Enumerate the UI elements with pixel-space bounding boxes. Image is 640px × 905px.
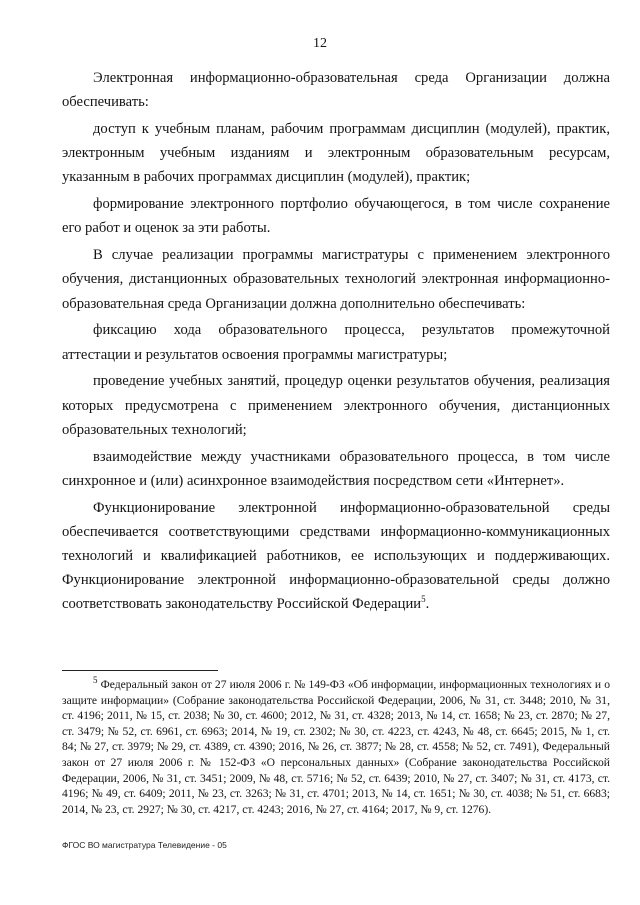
footnote-marker: 5 xyxy=(93,675,98,686)
footnote-separator xyxy=(62,670,218,671)
paragraph-8-end: . xyxy=(425,596,430,613)
paragraph-2: доступ к учебным планам, рабочим программам дисциплин (модулей), практик, электронным учебным изданиям и электронным образовательным ресурсам, указанным в рабочих программах дисциплин (модулей), практик; xyxy=(62,121,610,186)
paragraph-4: В случае реализации программы магистратуры с применением электронного обучения, дистанционных образовательных технологий электронная информационно-образовательная среда Организации должна дополнительно обеспечивать: xyxy=(62,247,610,312)
footer-label: ФГОС ВО магистратура Телевидение - 05 xyxy=(62,840,227,850)
footnote-reference[interactable]: 5 xyxy=(421,594,426,605)
footnote xyxy=(62,677,610,817)
page-number: 12 xyxy=(313,36,327,51)
footnote-text: Федеральный закон от 27 июля 2006 г. № 149-ФЗ «Об информации, информационных технологиях и о защите информации» (Собрание законодательства Российской Федерации, 2006, № 31, ст. 3448; 2010, № 31, ст. 4196; 2011, № 15, ст. 2038; № 30, ст. 4600; 2012, № 31, ст. 4328; 2013, № 14, ст. 1658; № 23, ст. 2870; № 27, ст. 3479; № 52, ст. 6961, ст. 6963; 2014, № 19, ст. 2302; № 30, ст. 4223, ст. 4243, № 48, ст. 6645; 2015, № 1, ст. 84; № 27, ст. 3979; № 29, ст. 4389, ст. 4390; 2016, № 26, ст. 3877; № 28, ст. 4558; № 52, ст. 7491), Федеральный закон от 27 июля 2006 г. № 152-ФЗ «О персональных данных» (Собрание законодательства Российской Федерации, 2006, № 31, ст. 3451; 2009, № 48, ст. 5716; № 52, ст. 6439; 2010, № 27, ст. 3407; № 31, ст. 4173, ст. 4196; № 49, ст. 6409; 2011, № 23, ст. 3263; № 31, ст. 4701; 2013, № 14, ст. 1651; № 30, ст. 4038; № 51, ст. 6683; 2014, № 23, ст. 2927; № 30, ст. 4217, ст. 4243; 2016, № 27, ст. 4164; 2017, № 9, ст. 1276). xyxy=(62,678,610,816)
footnote-5 xyxy=(62,677,610,817)
main-text xyxy=(62,66,610,619)
paragraph-5: фиксацию хода образовательного процесса, результатов промежуточной аттестации и результатов освоения программы магистратуры; xyxy=(62,322,610,363)
paragraph-8 xyxy=(62,496,610,617)
paragraph-1: Электронная информационно-образовательная среда Организации должна обеспечивать: xyxy=(62,70,610,111)
paragraph-8-text: Функционирование электронной информационно-образовательной среды обеспечивается соответствующими средствами информационно-коммуникационных технологий и квалификацией работников, ее использующих и поддерживающих. Функционирование электронной информационно-образовательной среды должно соответствовать законодательству Российской Федерации xyxy=(62,499,610,613)
paragraph-3: формирование электронного портфолио обучающегося, в том числе сохранение его работ и оценок за эти работы. xyxy=(62,196,610,237)
paragraph-7: взаимодействие между участниками образовательного процесса, в том числе синхронное и (или) асинхронное взаимодействия посредством сети «Интернет». xyxy=(62,448,610,489)
paragraph-6: проведение учебных занятий, процедур оценки результатов обучения, реализация которых предусмотрена с применением электронного обучения, дистанционных образовательных технологий; xyxy=(62,373,610,438)
